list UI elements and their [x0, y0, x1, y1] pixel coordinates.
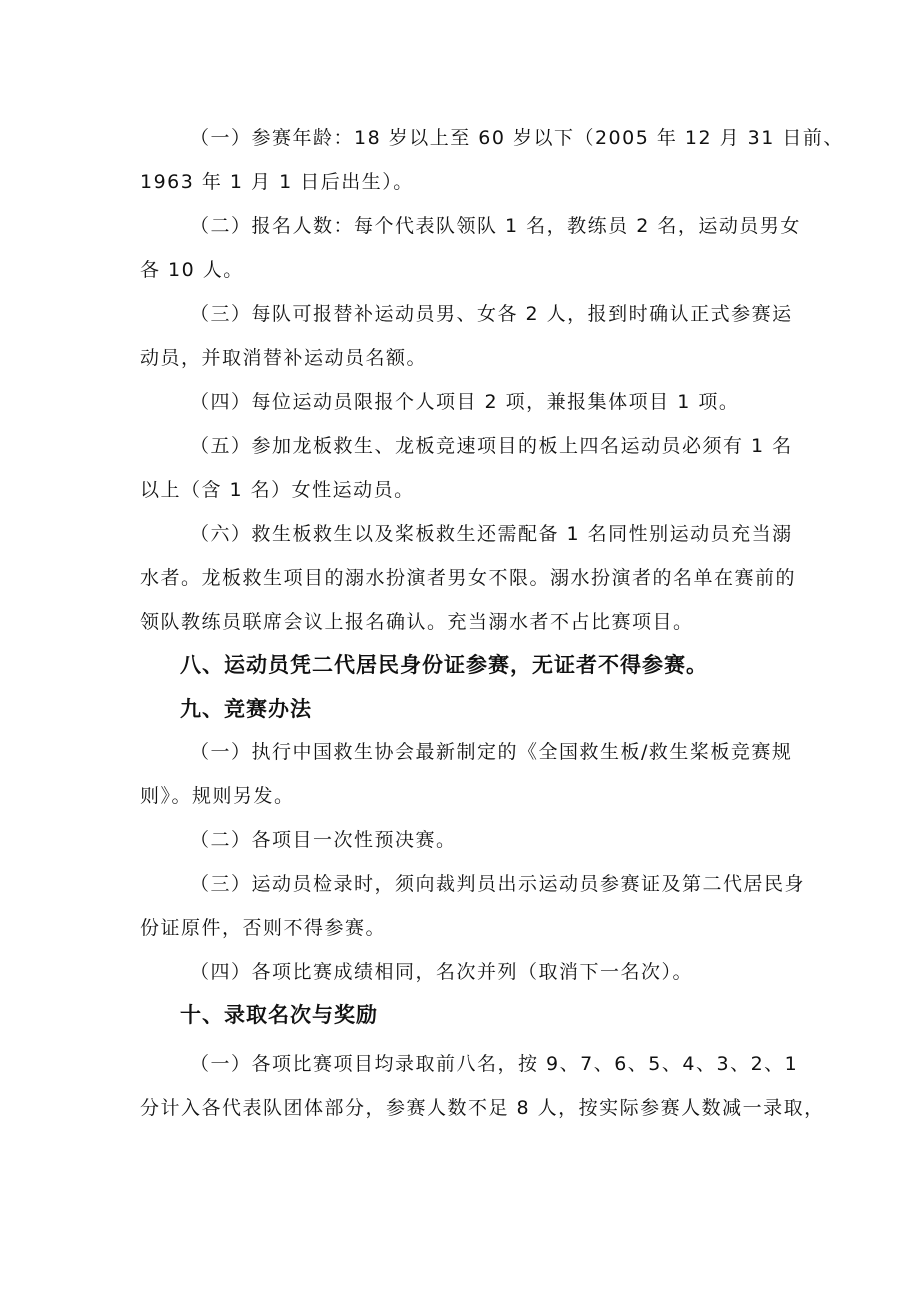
rules-line-1: （一）执行中国救生协会最新制定的《全国救生板/救生桨板竞赛规	[190, 741, 793, 763]
registration-count-line-1: （二）报名人数：每个代表队领队 1 名，教练员 2 名，运动员男女	[190, 215, 801, 237]
registration-count-line-2: 各 10 人。	[140, 259, 244, 281]
drowning-role-line-2: 水者。龙板救生项目的溺水扮演者男女不限。溺水扮演者的名单在赛前的	[140, 567, 797, 589]
check-in-line-2: 份证原件，否则不得参赛。	[140, 917, 387, 939]
ranking-line-2: 分计入各代表队团体部分，参赛人数不足 8 人，按实际参赛人数减一录取，	[140, 1097, 825, 1119]
age-requirement-line-1: （一）参赛年龄：18 岁以上至 60 岁以下（2005 年 12 月 31 日前、	[190, 127, 844, 149]
rules-line-2: 则》。规则另发。	[140, 785, 295, 807]
dragon-board-line-1: （五）参加龙板救生、龙板竞速项目的板上四名运动员必须有 1 名	[190, 435, 793, 457]
tie-rule-line: （四）各项比赛成绩相同，名次并列（取消下一名次）。	[190, 961, 694, 983]
substitute-line-2: 动员，并取消替补运动员名额。	[140, 347, 428, 369]
drowning-role-line-3: 领队教练员联席会议上报名确认。充当溺水者不占比赛项目。	[140, 611, 694, 633]
section-9-heading: 九、竞赛办法	[180, 697, 312, 721]
event-limit-line: （四）每位运动员限报个人项目 2 项，兼报集体项目 1 项。	[190, 391, 740, 413]
section-10-heading: 十、录取名次与奖励	[180, 1003, 378, 1027]
drowning-role-line-1: （六）救生板救生以及桨板救生还需配备 1 名同性别运动员充当溺	[190, 523, 793, 545]
dragon-board-line-2: 以上（含 1 名）女性运动员。	[140, 479, 415, 501]
check-in-line-1: （三）运动员检录时，须向裁判员出示运动员参赛证及第二代居民身	[190, 873, 806, 895]
section-8-heading: 八、运动员凭二代居民身份证参赛，无证者不得参赛。	[180, 653, 708, 677]
ranking-line-1: （一）各项比赛项目均录取前八名，按 9、7、6、5、4、3、2、1	[190, 1053, 799, 1075]
age-requirement-line-2: 1963 年 1 月 1 日后出生）。	[140, 171, 414, 193]
prelim-final-line: （二）各项目一次性预决赛。	[190, 829, 457, 851]
substitute-line-1: （三）每队可报替补运动员男、女各 2 人，报到时确认正式参赛运	[190, 303, 793, 325]
